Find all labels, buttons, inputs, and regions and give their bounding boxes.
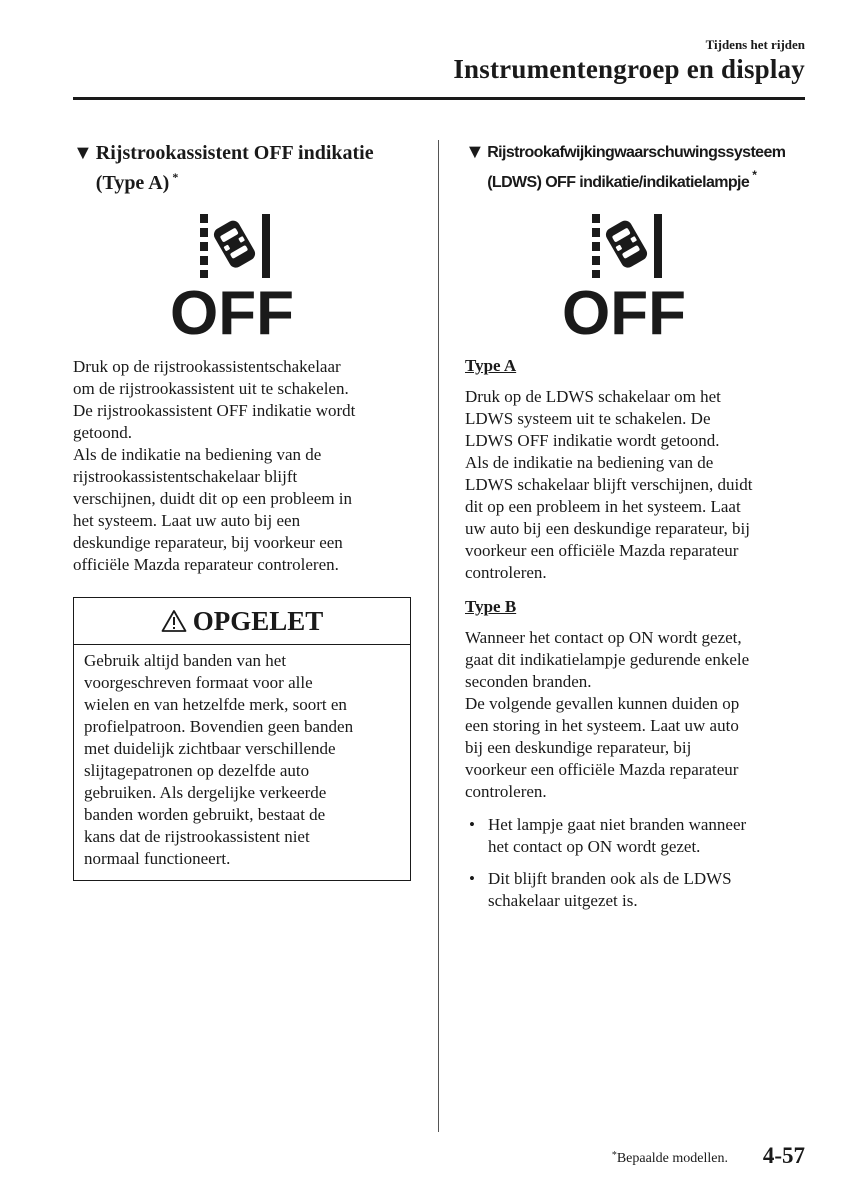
text-line: voorkeur een officiële Mazda reparateur (465, 760, 739, 779)
text-line: profielpatroon. Bovendien geen banden (84, 717, 354, 736)
text-line: De rijstrookassistent OFF indikatie wordt (73, 401, 356, 420)
warning-triangle-icon (161, 609, 187, 633)
footer-note-text: Bepaalde modellen. (616, 1151, 728, 1166)
list-item (465, 814, 810, 858)
ldws-off-icon (562, 212, 686, 348)
caution-title: OPGELET (192, 605, 324, 636)
text-line: controleren. (465, 563, 547, 582)
text-line: gaat dit indikatielampje gedurende enkele (465, 650, 750, 669)
asterisk: * (172, 170, 179, 184)
type-b-heading: Type B (465, 597, 517, 616)
text-line: banden worden gebruikt, bestaat de (84, 805, 326, 824)
section-label: Tijdens het rijden (705, 37, 805, 52)
page-number: 4-57 (762, 1143, 805, 1168)
text-line: Dit blijft branden ook als de LDWS (488, 869, 732, 888)
text-line: normaal functioneert. (84, 849, 231, 868)
right-heading-line1: Rijstrookafwijkingwaarschuwingssysteem (487, 144, 786, 161)
text-line: Druk op de LDWS schakelaar om het (465, 387, 721, 406)
text-line: gebruiken. Als dergelijke verkeerde (84, 783, 327, 802)
left-heading-line1: Rijstrookassistent OFF indikatie (95, 142, 374, 164)
text-line: voorkeur een officiële Mazda reparateur (465, 541, 739, 560)
text-line: De volgende gevallen kunnen duiden op (465, 694, 740, 713)
text-line: Het lampje gaat niet branden wanneer (488, 815, 747, 834)
page-title: Instrumentengroep en display (453, 54, 805, 84)
text-line: officiële Mazda reparateur controleren. (73, 555, 339, 574)
left-heading-line2: (Type A) (95, 172, 170, 194)
text-line: Wanneer het contact op ON wordt gezet, (465, 628, 742, 647)
type-a-text (465, 386, 810, 584)
left-section-heading (73, 141, 418, 195)
right-heading-line2: (LDWS) OFF indikatie/indikatielampje (487, 174, 750, 191)
text-line: slijtagepatronen op dezelfde auto (84, 761, 310, 780)
text-line: het contact op ON wordt gezet. (488, 837, 701, 856)
header-rule (73, 97, 805, 100)
lane-keep-assist-off-icon (170, 212, 294, 348)
text-line: LDWS systeem uit te schakelen. De (465, 409, 711, 428)
asterisk: * (752, 168, 757, 182)
type-b-text (465, 627, 810, 803)
text-line: LDWS OFF indikatie wordt getoond. (465, 431, 720, 450)
icon-off-text: OFF (562, 279, 686, 348)
bullet-dot-icon: • (469, 815, 475, 834)
text-line: dit op een probleem in het systeem. Laat (465, 497, 741, 516)
text-line: uw auto bij een deskundige reparateur, bij (465, 519, 750, 538)
text-line: Gebruik altijd banden van het (84, 651, 287, 670)
text-line: rijstrookassistentschakelaar blijft (73, 467, 298, 486)
text-line: Druk op de rijstrookassistentschakelaar (73, 357, 341, 376)
text-line: verschijnen, duidt dit op een probleem in (73, 489, 353, 508)
caution-box (73, 597, 411, 881)
text-line: LDWS schakelaar blijft verschijnen, duidt (465, 475, 753, 494)
text-line: Als de indikatie na bediening van de (73, 445, 322, 464)
text-line: Als de indikatie na bediening van de (465, 453, 714, 472)
list-item (465, 868, 810, 912)
text-line: het systeem. Laat uw auto bij een (73, 511, 301, 530)
text-line: om de rijstrookassistent uit te schakelen. (73, 379, 349, 398)
text-line: wielen en van hetzelfde merk, soort en (84, 695, 347, 714)
bullet-dot-icon: • (469, 869, 475, 888)
text-line: controleren. (465, 782, 547, 801)
triangle-bullet-icon: ▼ (465, 141, 485, 163)
text-line: seconden branden. (465, 672, 592, 691)
text-line: voorgeschreven formaat voor alle (84, 673, 313, 692)
text-line: schakelaar uitgezet is. (488, 891, 638, 910)
footer-note (612, 1150, 728, 1167)
left-body-text (73, 356, 418, 576)
caution-text (84, 650, 404, 870)
triangle-bullet-icon: ▼ (73, 142, 93, 164)
text-line: bij een deskundige reparateur, bij (465, 738, 692, 757)
text-line: deskundige reparateur, bij voorkeur een (73, 533, 343, 552)
text-line: met duidelijk zichtbaar verschillende (84, 739, 336, 758)
caution-header (74, 598, 410, 645)
type-a-heading: Type A (465, 356, 517, 375)
right-section-heading (465, 141, 810, 194)
column-divider (438, 140, 439, 1132)
icon-off-text: OFF (170, 279, 294, 348)
text-line: een storing in het systeem. Laat uw auto (465, 716, 739, 735)
asterisk: * (611, 1150, 617, 1161)
text-line: getoond. (73, 423, 133, 442)
bullet-list (465, 814, 810, 922)
text-line: kans dat de rijstrookassistent niet (84, 827, 310, 846)
